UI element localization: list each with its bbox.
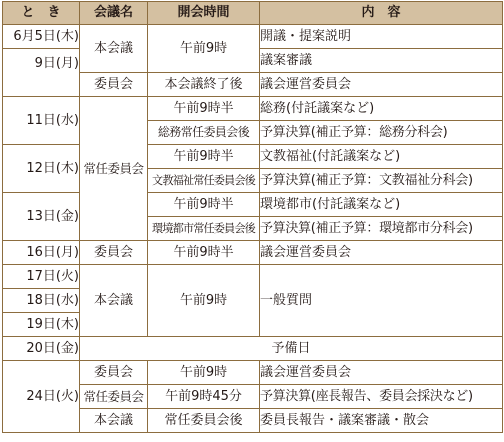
table-row	[3, 145, 503, 169]
header-meeting: 会議名	[80, 2, 148, 25]
meeting-cell: 常任委員会	[80, 97, 148, 241]
content-cell: 文教福祉(付託議案など)	[260, 145, 503, 169]
time-cell: 本会議終了後	[148, 73, 260, 97]
time-cell: 総務常任委員会後	[148, 121, 260, 145]
content-cell: 議会運営委員会	[260, 361, 503, 385]
date-cell: 12日(木)	[3, 145, 80, 193]
content-cell: 予算決算(座長報告、委員会採決など)	[260, 385, 503, 409]
date-cell: 16日(月)	[3, 241, 80, 265]
meeting-cell: 本会議	[80, 409, 148, 433]
meeting-cell: 委員会	[80, 361, 148, 385]
time-cell: 常任委員会後	[148, 409, 260, 433]
content-cell: 予算決算(補正予算：文教福祉分科会)	[260, 169, 503, 193]
meeting-cell: 委員会	[80, 241, 148, 265]
time-cell: 午前9時半	[148, 145, 260, 169]
content-cell: 委員長報告・議案審議・散会	[260, 409, 503, 433]
content-cell: 予算決算(補正予算：環境都市分科会)	[260, 217, 503, 241]
content-cell: 議会運営委員会	[260, 241, 503, 265]
table-row	[3, 337, 503, 361]
content-cell: 議案審議	[260, 49, 503, 73]
schedule-table	[2, 1, 503, 433]
meeting-cell: 本会議	[80, 25, 148, 73]
table-row	[3, 241, 503, 265]
time-cell: 午前9時	[148, 25, 260, 73]
content-cell: 開議・提案説明	[260, 25, 503, 49]
date-cell: 20日(金)	[3, 337, 80, 361]
header-content: 内 容	[260, 2, 503, 25]
time-cell: 午前9時半	[148, 241, 260, 265]
content-cell: 予算決算(補正予算：総務分科会)	[260, 121, 503, 145]
table-row	[3, 25, 503, 49]
content-cell: 議会運営委員会	[260, 73, 503, 97]
time-cell: 午前9時45分	[148, 385, 260, 409]
date-cell: 17日(火)	[3, 265, 80, 289]
date-cell: 24日(火)	[3, 361, 80, 433]
date-cell: 11日(水)	[3, 97, 80, 145]
time-cell: 午前9時	[148, 361, 260, 385]
time-cell: 午前9時	[148, 265, 260, 337]
content-cell: 総務(付託議案など)	[260, 97, 503, 121]
date-cell: 19日(木)	[3, 313, 80, 337]
header-time: 開会時間	[148, 2, 260, 25]
time-cell: 文教福祉常任委員会後	[148, 169, 260, 193]
time-cell: 環境都市常任委員会後	[148, 217, 260, 241]
table-row	[3, 361, 503, 385]
time-cell: 午前9時半	[148, 97, 260, 121]
reserve-day-cell: 予備日	[80, 337, 503, 361]
date-cell: 6月5日(木)	[3, 25, 80, 49]
date-cell: 18日(水)	[3, 289, 80, 313]
meeting-cell: 本会議	[80, 265, 148, 337]
meeting-cell: 委員会	[80, 73, 148, 97]
header-row	[3, 2, 503, 25]
table-row	[3, 97, 503, 121]
meeting-cell: 常任委員会	[80, 385, 148, 409]
content-cell: 一般質問	[260, 265, 503, 337]
table-row	[3, 193, 503, 217]
content-cell: 環境都市(付託議案など)	[260, 193, 503, 217]
date-cell: 9日(月)	[3, 49, 80, 97]
date-cell: 13日(金)	[3, 193, 80, 241]
time-cell: 午前9時半	[148, 193, 260, 217]
header-date: と き	[3, 2, 80, 25]
table-row	[3, 265, 503, 289]
